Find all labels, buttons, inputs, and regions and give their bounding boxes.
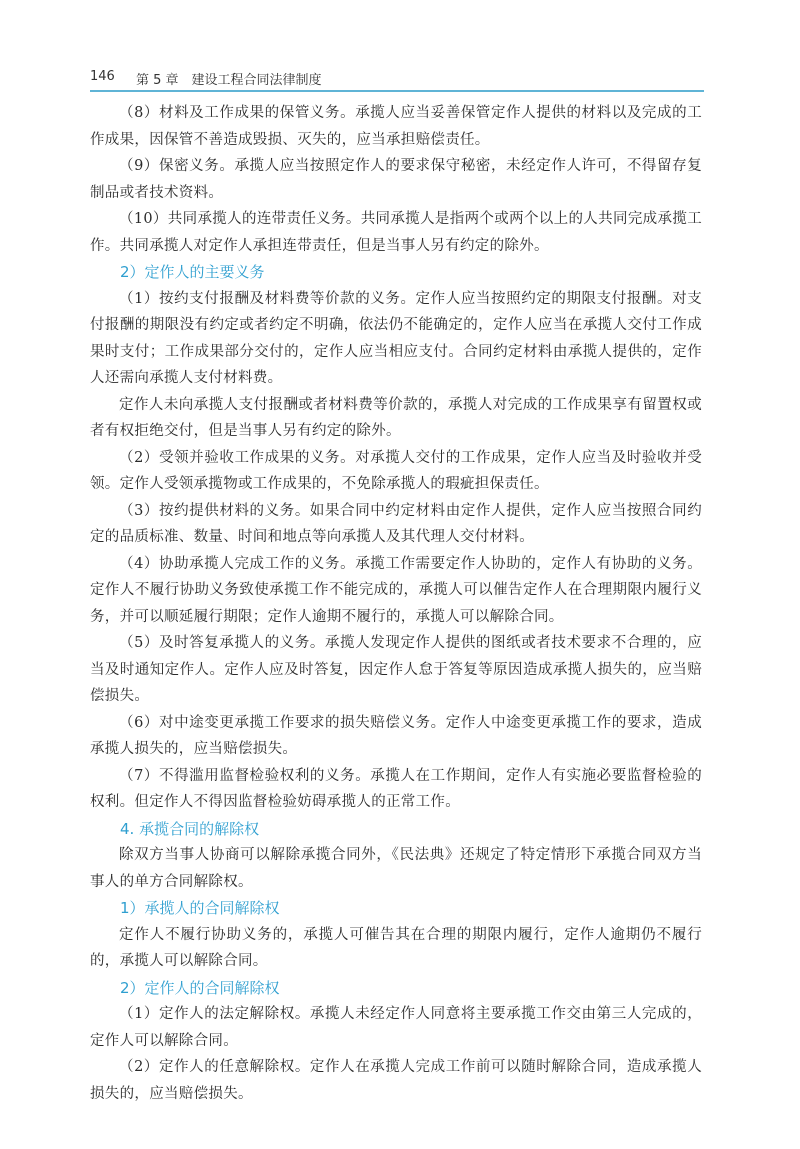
paragraph-reply-duty: （5）及时答复承揽人的义务。承揽人发现定作人提供的图纸或者技术要求不合理的，应当及时通知定作人。定作人应及时答复，因定作人怠于答复等原因造成承揽人损失的，应当赔偿损失。: [90, 635, 702, 704]
paragraph-joint-liability: （10）共同承揽人的连带责任义务。共同承揽人是指两个或两个以上的人共同完成承揽工作。共同承揽人对定作人承担连带责任，但是当事人另有约定的除外。: [90, 211, 702, 254]
paragraph-payment-duty: （1）按约支付报酬及材料费等价款的义务。定作人应当按照约定的期限支付报酬。对支付报酬的期限没有约定或者约定不明确，依法仍不能确定的，定作人应当在承揽人交付工作成果时支付；工作成果部分交付的，定作人应当相应支付。合同约定材料由承揽人提供的，定作人还需向承揽人支付材料费。: [90, 290, 702, 386]
page-body: [90, 100, 702, 1107]
paragraph-storage-duty: （8）材料及工作成果的保管义务。承揽人应当妥善保管定作人提供的材料以及完成的工作成果，因保管不善造成毁损、灭失的，应当承担赔偿责任。: [90, 105, 702, 148]
page-header: [90, 66, 704, 90]
heading-termination-rights: 4. 承揽合同的解除权: [120, 819, 260, 838]
paragraph-statutory-termination: （1）定作人的法定解除权。承揽人未经定作人同意将主要承揽工作交由第三人完成的，定作人可以解除合同。: [90, 1006, 702, 1049]
heading-contractor-termination: 1）承揽人的合同解除权: [120, 899, 280, 917]
paragraph-confidentiality-duty: （9）保密义务。承揽人应当按照定作人的要求保守秘密，未经定作人许可，不得留存复制品或者技术资料。: [90, 158, 702, 201]
paragraph-lien-right: 定作人未向承揽人支付报酬或者材料费等价款的，承揽人对完成的工作成果享有留置权或者有权拒绝交付，但是当事人另有约定的除外。: [90, 396, 702, 439]
chapter-title: 第 5 章 建设工程合同法律制度: [136, 73, 322, 88]
heading-orderer-termination: 2）定作人的合同解除权: [120, 978, 280, 997]
paragraph-change-compensation: （6）对中途变更承揽工作要求的损失赔偿义务。定作人中途变更承揽工作的要求，造成承揽人损失的，应当赔偿损失。: [90, 714, 702, 757]
paragraph-material-duty: （3）按约提供材料的义务。如果合同中约定材料由定作人提供，定作人应当按照合同约定的品质标准、数量、时间和地点等向承揽人及其代理人交付材料。: [90, 502, 702, 545]
paragraph-contractor-termination: 定作人不履行协助义务的，承揽人可催告其在合理的期限内履行，定作人逾期仍不履行的，承揽人可以解除合同。: [90, 926, 702, 969]
paragraph-termination-intro: 除双方当事人协商可以解除承揽合同外，《民法典》还规定了特定情形下承揽合同双方当事人的单方合同解除权。: [90, 847, 702, 890]
paragraph-discretionary-termination: （2）定作人的任意解除权。定作人在承揽人完成工作前可以随时解除合同，造成承揽人损失的，应当赔偿损失。: [90, 1059, 702, 1102]
paragraph-acceptance-duty: （2）受领并验收工作成果的义务。对承揽人交付的工作成果，定作人应当及时验收并受领。定作人受领承揽物或工作成果的，不免除承揽人的瑕疵担保责任。: [90, 449, 702, 492]
header-rule: [90, 90, 704, 92]
paragraph-inspection-duty: （7）不得滥用监督检验权利的义务。承揽人在工作期间，定作人有实施必要监督检验的权利。但定作人不得因监督检验妨碍承揽人的正常工作。: [90, 767, 702, 810]
paragraph-assistance-duty: （4）协助承揽人完成工作的义务。承揽工作需要定作人协助的，定作人有协助的义务。定作人不履行协助义务致使承揽工作不能完成的，承揽人可以催告定作人在合理期限内履行义务，并可以顺延履行期限；定作人逾期不履行的，承揽人可以解除合同。: [90, 555, 702, 625]
heading-orderer-duties: 2）定作人的主要义务: [120, 263, 265, 281]
page-number: 146: [90, 69, 115, 84]
